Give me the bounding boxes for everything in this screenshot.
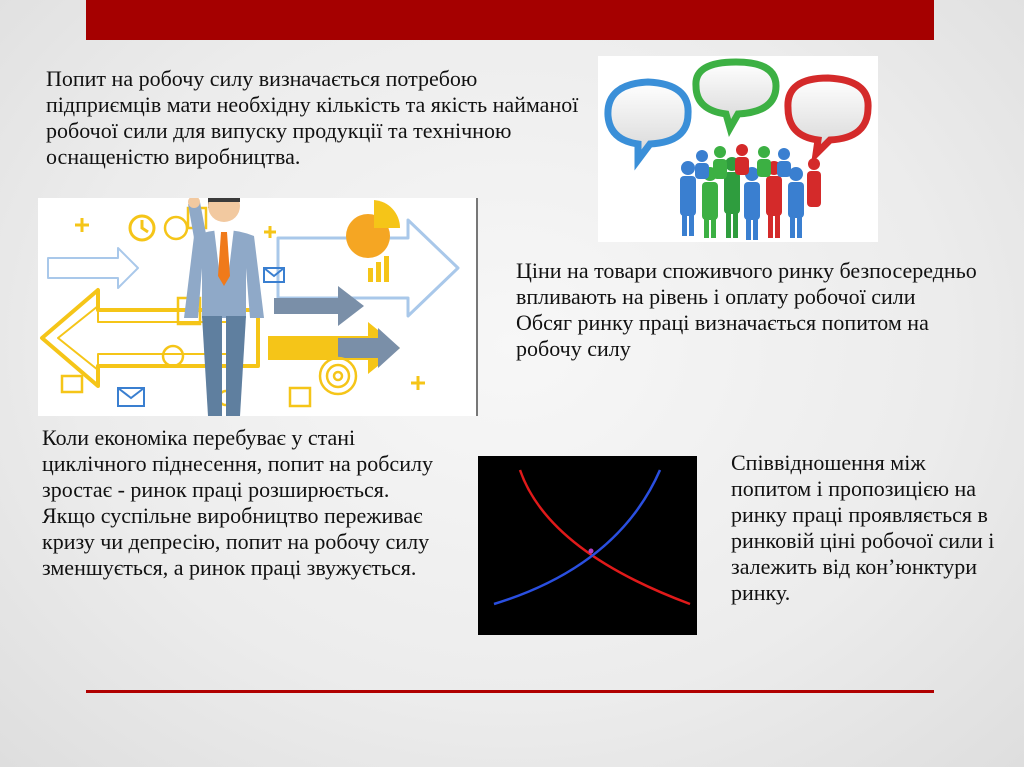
economic-crisis-paragraph: Якщо суспільне виробництво переживає кризу чи депресію, попит на робочу силу зменшується, а ринок праці звужується. — [42, 503, 430, 580]
prices-market-text — [516, 258, 986, 362]
bar-chart-icon — [368, 256, 389, 282]
red-speech-bubble — [788, 78, 868, 154]
demand-definition-paragraph: Попит на робочу силу визначається потребою підприємців мати необхідну кількість та якість найманої робочої сили для випуску продукції та технічною оснащеністю виробництва. — [46, 66, 579, 169]
pie-chart-icon — [346, 200, 400, 258]
demand-definition-text — [46, 66, 586, 170]
market-volume-paragraph: Обсяг ринку праці визначається попитом на робочу силу — [516, 310, 929, 361]
businessman-figure — [184, 198, 264, 416]
top-accent-bar — [86, 0, 934, 40]
supply-demand-text — [731, 450, 1001, 606]
supply-demand-paragraph: Співвідношення між попитом і пропозицією на ринку праці проявляється в ринковій ціні робочої сили і залежить від кон’юнктури ринку. — [731, 450, 995, 605]
businessman-infographic-image — [38, 198, 478, 416]
clock-icon — [130, 216, 154, 240]
crowd-speech-bubbles-image — [598, 56, 878, 242]
equilibrium-point — [589, 549, 594, 554]
green-speech-bubble — [696, 62, 776, 128]
prices-effect-paragraph: Ціни на товари споживчого ринку безпосередньо впливають на рівень і оплату робочої сили — [516, 258, 977, 309]
supply-demand-curves-image — [478, 456, 697, 635]
crowd-figures — [680, 144, 821, 240]
economic-cycle-text — [42, 425, 462, 581]
bottom-divider — [86, 690, 934, 693]
supply-curve — [494, 470, 660, 604]
economic-rise-paragraph: Коли економіка перебуває у стані циклічного піднесення, попит на робсилу зростає - ринок праці розширюється. — [42, 425, 433, 502]
blue-speech-bubble — [608, 82, 688, 160]
target-icon — [320, 358, 356, 394]
